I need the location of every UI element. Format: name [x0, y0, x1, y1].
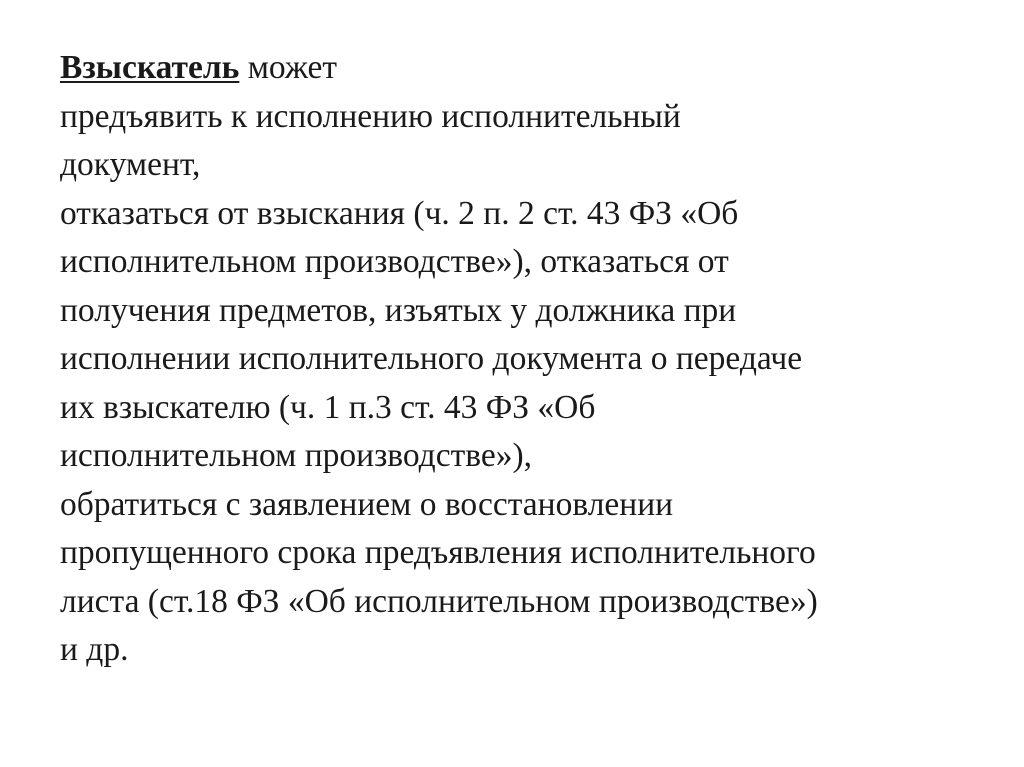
body-line: исполнении исполнительного документа о передаче — [60, 340, 803, 377]
body-line: документ, — [60, 146, 201, 183]
body-line: предъявить к исполнению исполнительный — [60, 97, 681, 135]
body-line: отказаться от взыскания (ч. 2 п. 2 ст. 43 ФЗ «Об — [60, 194, 739, 232]
body-line: их взыскателю (ч. 1 п.3 ст. 43 ФЗ «Об — [60, 388, 596, 426]
body-line: листа (ст.18 ФЗ «Об исполнительном производстве») — [60, 582, 818, 620]
body-line: и др. — [60, 631, 129, 668]
heading-line — [60, 44, 1000, 93]
slide-content — [60, 44, 1000, 675]
body-line: пропущенного срока предъявления исполнительного — [60, 534, 816, 571]
heading-rest: может — [239, 49, 338, 86]
body-line: исполнительном производстве»), отказаться от — [60, 243, 729, 280]
term-vzyskatel: Взыскатель — [60, 49, 240, 86]
body-line: исполнительном производстве»), — [60, 437, 533, 474]
body-line: получения предметов, изъятых у должника при — [60, 291, 737, 329]
body-line: обратиться с заявлением о восстановлении — [60, 485, 674, 523]
